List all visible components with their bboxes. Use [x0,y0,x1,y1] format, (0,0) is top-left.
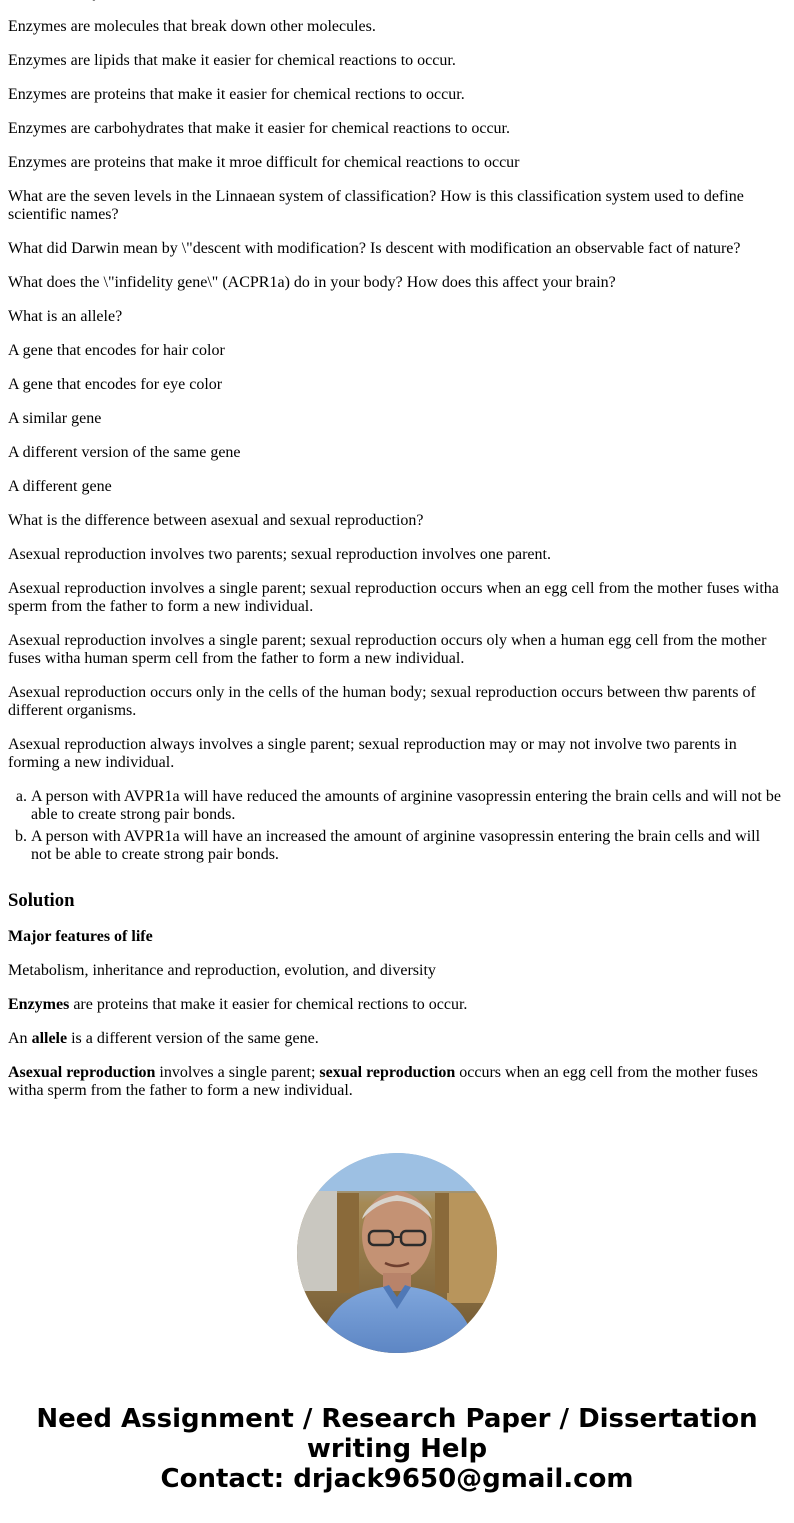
question-enzymes [8,0,782,2]
major-features-text: Metabolism, inheritance and reproduction, evolution, and diversity [8,962,436,979]
document-body [8,0,782,1116]
enzyme-option-2: Enzymes are lipids that make it easier for chemical reactions to occur. [8,52,456,69]
allele-option-5: A different gene [8,478,112,495]
enzyme-option-5: Enzymes are proteins that make it mroe difficult for chemical reactions to occur [8,154,520,171]
reproduction-option-2: Asexual reproduction involves a single parent; sexual reproduction occurs when an egg cell from the mother fuses witha sperm from the father to form a new individual. [8,580,779,615]
allele-option-2: A gene that encodes for eye color [8,376,223,393]
enzyme-option-4: Enzymes are carbohydrates that make it easier for chemical reactions to occur. [8,120,510,137]
enzyme-option-1: Enzymes are molecules that break down other molecules. [8,18,376,35]
allele-option-3: A similar gene [8,410,102,427]
question-darwin: What did Darwin mean by \"descent with modification? Is descent with modification an observable fact of nature? [8,240,741,257]
allele-option-4: A different version of the same gene [8,444,241,461]
solution-heading: Solution [8,890,75,911]
footer-contact-banner [0,1404,794,1494]
question-linnaean: What are the seven levels in the Linnaean system of classification? How is this classification system used to define scientific names? [8,188,744,223]
sexual-term: sexual reproduction [319,1064,456,1081]
solution-reproduction: Asexual reproduction involves a single parent; sexual reproduction occurs when an egg cell from the mother fuses witha sperm from the father to form a new individual. [8,1064,758,1099]
question-reproduction: What is the difference between asexual and sexual reproduction? [8,512,424,529]
solution-enzymes: Enzymes are proteins that make it easier for chemical rections to occur. [8,996,468,1013]
asexual-term: Asexual reproduction [8,1064,156,1081]
enzyme-option-3: Enzymes are proteins that make it easier for chemical rections to occur. [8,86,465,103]
question-infidelity: What does the \"infidelity gene\" (ACPR1a) do in your body? How does this affect your brain? [8,274,616,291]
solution-allele: An allele is a different version of the same gene. [8,1030,319,1047]
avpr-list-item: a. A person with AVPR1a will have reduced the amounts of arginine vasopressin entering the brain cells and will not be able to create strong pair bonds. [31,788,782,824]
avatar-photo [297,1153,497,1353]
question-allele: What is an allele? [8,308,123,325]
reproduction-option-3: Asexual reproduction involves a single parent; sexual reproduction occurs oly when a human egg cell from the mother fuses witha human sperm cell from the father to form a new individual. [8,632,767,667]
reproduction-option-4: Asexual reproduction occurs only in the cells of the human body; sexual reproduction occurs between thw parents of different organisms. [8,684,756,719]
footer-line-1: Need Assignment / Research Paper / Dissertation writing Help [36,1404,758,1464]
reproduction-option-5: Asexual reproduction always involves a single parent; sexual reproduction may or may not involve two parents in forming a new individual. [8,736,737,771]
footer-line-2: Contact: drjack9650@gmail.com [160,1464,634,1494]
avpr-list [8,788,782,864]
author-avatar [297,1153,497,1353]
allele-option-1: A gene that encodes for hair color [8,342,225,359]
enzymes-term: Enzymes [8,996,70,1013]
major-features-title: Major features of life [8,928,153,945]
allele-term: allele [31,1030,68,1047]
avpr-list-item: b. A person with AVPR1a will have an increased the amount of arginine vasopressin entering the brain cells and will not be able to create strong pair bonds. [31,828,782,864]
reproduction-option-1: Asexual reproduction involves two parents; sexual reproduction involves one parent. [8,546,551,563]
